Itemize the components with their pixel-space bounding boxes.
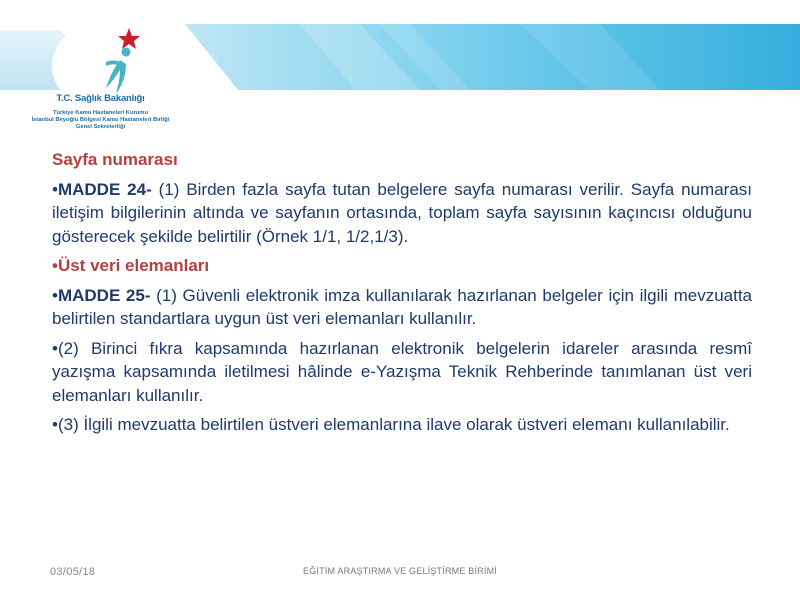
heading-page-number <box>52 148 752 172</box>
logo-line-2: İstanbul Beyoğlu Bölgesi Kamu Hastaneleri Birliği <box>31 117 170 123</box>
article-25-text: (1) Güvenli elektronik imza kullanılarak hazırlanan belgeler için ilgili mevzuatta belirtilen standartlara uygun üst veri elemanları kullanılır. <box>52 285 753 328</box>
heading-metadata-elements-text: Üst veri elemanları <box>57 256 210 275</box>
logo-line-3: Genel Sekreterliği <box>75 124 126 130</box>
logo-line-1: Türkiye Kamu Hastaneleri Kurumu <box>52 110 149 116</box>
ministry-logo <box>18 22 183 140</box>
clause-3-text: (3) İlgili mevzuatta belirtilen üstveri elemanlarına ilave olarak üstveri elemanı kullanılabilir. <box>57 415 730 434</box>
footer-date: 03/05/18 <box>50 566 96 578</box>
article-24-text: (1) Birden fazla sayfa tutan belgelere sayfa numarası verilir. Sayfa numarası iletişim bilgilerinin altında ve sayfanın ortasında, toplam sayfa sayısının kaçıncısı olduğunu gösterecek şekilde belirtilir (Örnek 1/1, 1/2,1/3). <box>52 179 753 246</box>
article-24-label: MADDE 24- <box>57 179 152 199</box>
bullet: • <box>52 415 58 434</box>
article-25-clause-3 <box>52 413 752 437</box>
bullet: • <box>52 338 58 358</box>
heading-page-number-text: Sayfa numarası <box>52 150 178 169</box>
footer-department: EĞİTİM ARAŞTIRMA VE GELİŞTİRME BİRİMİ <box>303 566 497 576</box>
heading-metadata-elements <box>52 254 752 278</box>
article-24-paragraph <box>52 178 752 249</box>
bullet: • <box>52 256 58 275</box>
clause-2-text: (2) Birinci fıkra kapsamında hazırlanan elektronik belgelerin idareler arasında resmî yazışma kapsamında iletilmesi hâlinde e-Yazışma Teknik Rehberinde tanımlanan üst veri elemanları kullanılır. <box>52 338 752 405</box>
article-25-label: MADDE 25- <box>57 285 151 305</box>
bullet: • <box>52 179 58 199</box>
ministry-name: T.C. Sağlık Bakanlığı <box>56 93 145 104</box>
article-25-paragraph <box>52 284 752 331</box>
article-25-clause-2 <box>52 337 752 408</box>
bullet: • <box>52 285 58 305</box>
slide-content <box>52 148 752 443</box>
